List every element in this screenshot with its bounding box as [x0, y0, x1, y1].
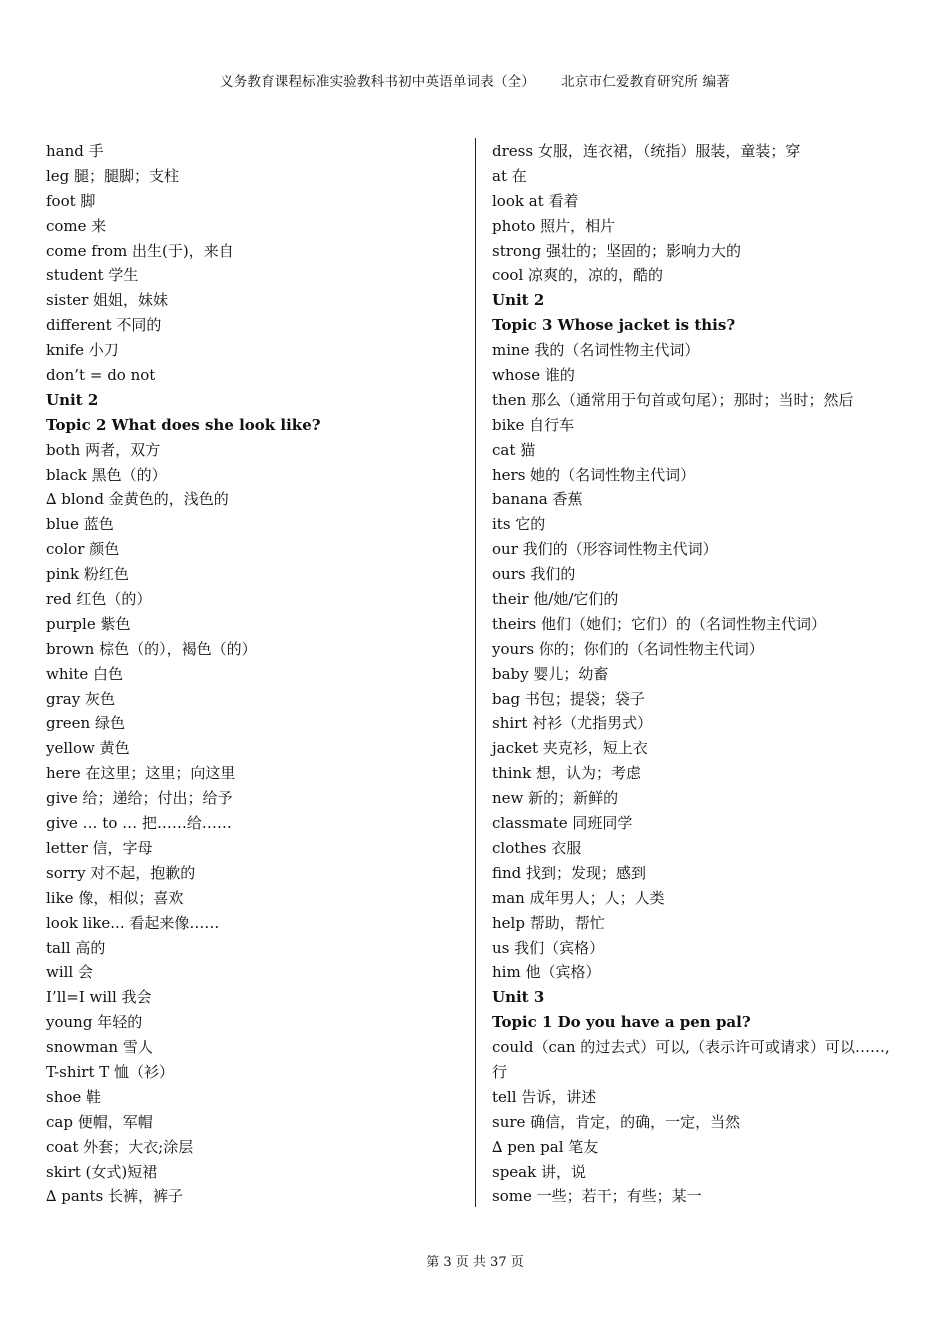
- word-entry: could（can 的过去式）可以,（表示许可或请求）可以……,: [492, 1038, 890, 1057]
- word-entry: gray 灰色: [46, 689, 115, 708]
- word-entry: ∆ pen pal 笔友: [492, 1137, 599, 1156]
- word-entry: knife 小刀: [46, 341, 119, 360]
- word-entry: then 那么（通常用于句首或句尾）；那时；当时；然后: [492, 390, 854, 409]
- word-entry: T-shirt T 恤（衫）: [46, 1062, 175, 1081]
- word-entry: clothes 衣服: [492, 838, 582, 857]
- word-entry: ∆ blond 金黄色的，浅色的: [46, 490, 229, 509]
- right-word-column: [492, 139, 912, 1209]
- word-entry: come from 出生(于)，来自: [46, 241, 234, 260]
- word-entry: will 会: [46, 963, 93, 982]
- word-entry: ours 我们的: [492, 565, 576, 584]
- word-entry: don’t = do not: [46, 366, 156, 385]
- word-entry: black 黑色（的）: [46, 465, 167, 484]
- word-entry: ∆ pants 长裤，裤子: [46, 1187, 183, 1206]
- word-entry: banana 香蕉: [492, 490, 583, 509]
- word-entry: mine 我的（名词性物主代词）: [492, 341, 700, 360]
- word-entry: sure 确信，肯定，的确，一定，当然: [492, 1112, 741, 1131]
- word-entry: classmate 同班同学: [492, 814, 633, 833]
- header-title: 义务教育课程标准实验教科书初中英语单词表（全）: [219, 74, 536, 90]
- word-entry: look at 看着: [492, 191, 579, 210]
- word-entry: yellow 黄色: [46, 739, 130, 758]
- word-entry: some 一些；若干；有些；某一: [492, 1187, 702, 1206]
- word-entry: jacket 夹克衫，短上衣: [492, 739, 648, 758]
- word-entry: baby 婴儿；幼畜: [492, 664, 609, 683]
- word-entry: give … to … 把……给……: [46, 814, 232, 833]
- section-heading: Unit 2: [492, 291, 545, 310]
- word-entry: our 我们的（形容词性物主代词）: [492, 540, 718, 559]
- word-entry: give 给；递给；付出；给予: [46, 789, 233, 808]
- word-entry: photo 照片，相片: [492, 216, 616, 235]
- word-entry: shoe 鞋: [46, 1087, 102, 1106]
- word-entry: him 他（宾格）: [492, 963, 601, 982]
- word-entry: both 两者，双方: [46, 440, 161, 459]
- word-entry: like 像，相似；喜欢: [46, 888, 184, 907]
- word-entry: purple 紫色: [46, 614, 131, 633]
- word-entry: sister 姐姐，妹妹: [46, 291, 169, 310]
- page-header: [0, 70, 950, 90]
- word-entry: man 成年男人；人；人类: [492, 888, 665, 907]
- word-entry: blue 蓝色: [46, 515, 114, 534]
- word-entry: color 颜色: [46, 540, 120, 559]
- header-publisher: 北京市仁爱教育研究所 编著: [561, 74, 730, 90]
- word-entry: hers 她的（名词性物主代词）: [492, 465, 696, 484]
- word-entry: leg 腿；腿脚；支柱: [46, 166, 180, 185]
- page-footer: 第 3 页 共 37 页: [426, 1255, 524, 1270]
- word-entry: its 它的: [492, 515, 546, 534]
- word-entry: snowman 雪人: [46, 1038, 153, 1057]
- word-entry: look like... 看起来像……: [46, 913, 220, 932]
- word-entry: strong 强壮的；坚固的；影响力大的: [492, 241, 741, 260]
- word-entry: new 新的；新鲜的: [492, 789, 619, 808]
- word-entry: brown 棕色（的），褐色（的）: [46, 639, 257, 658]
- word-entry: shirt 衬衫（尤指男式）: [492, 714, 653, 733]
- word-entry: help 帮助，帮忙: [492, 913, 605, 932]
- word-entry: 行: [492, 1062, 508, 1081]
- section-heading: Topic 2 What does she look like?: [46, 415, 321, 434]
- word-entry: find 找到；发现；感到: [492, 863, 647, 882]
- word-entry: coat 外套；大衣;涂层: [46, 1137, 194, 1156]
- word-entry: foot 脚: [46, 191, 96, 210]
- word-entry: bike 自行车: [492, 415, 575, 434]
- word-entry: theirs 他们（她们；它们）的（名词性物主代词）: [492, 614, 827, 633]
- section-heading: Unit 3: [492, 988, 545, 1007]
- word-entry: think 想，认为；考虑: [492, 764, 642, 783]
- word-entry: speak 讲，说: [492, 1162, 586, 1181]
- word-entry: bag 书包；提袋；袋子: [492, 689, 645, 708]
- word-entry: tell 告诉，讲述: [492, 1087, 597, 1106]
- word-entry: white 白色: [46, 664, 123, 683]
- column-divider: [475, 138, 476, 1207]
- section-heading: Unit 2: [46, 390, 99, 409]
- word-entry: dress 女服，连衣裙，（统指）服装，童装；穿: [492, 142, 801, 160]
- word-entry: cool 凉爽的，凉的，酷的: [492, 266, 664, 285]
- word-entry: sorry 对不起，抱歉的: [46, 863, 196, 882]
- word-entry: young 年轻的: [46, 1013, 143, 1032]
- word-entry: at 在: [492, 166, 527, 185]
- word-entry: cat 猫: [492, 440, 536, 459]
- word-entry: pink 粉红色: [46, 565, 129, 584]
- word-entry: here 在这里；这里；向这里: [46, 764, 236, 783]
- word-entry: come 来: [46, 216, 107, 235]
- word-entry: us 我们（宾格）: [492, 938, 605, 957]
- left-word-column: [46, 139, 466, 1209]
- word-entry: yours 你的；你们的（名词性物主代词）: [492, 639, 764, 658]
- word-entry: whose 谁的: [492, 366, 575, 385]
- word-entry: student 学生: [46, 266, 139, 285]
- word-entry: I’ll=I will 我会: [46, 988, 152, 1007]
- word-entry: green 绿色: [46, 714, 125, 733]
- word-entry: hand 手: [46, 142, 104, 160]
- section-heading: Topic 3 Whose jacket is this?: [492, 316, 736, 335]
- word-entry: different 不同的: [46, 316, 162, 335]
- word-entry: red 红色（的）: [46, 590, 152, 609]
- word-entry: their 他/她/它们的: [492, 590, 619, 609]
- word-entry: tall 高的: [46, 938, 106, 957]
- word-entry: letter 信，字母: [46, 838, 153, 857]
- word-entry: skirt (女式)短裙: [46, 1162, 158, 1181]
- word-entry: cap 便帽，军帽: [46, 1112, 153, 1131]
- section-heading: Topic 1 Do you have a pen pal?: [492, 1013, 751, 1032]
